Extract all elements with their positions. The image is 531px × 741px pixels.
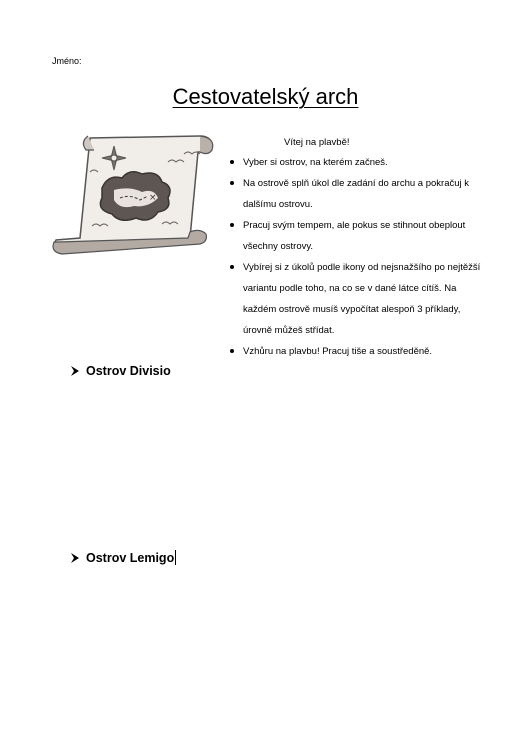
list-item: Vzhůru na plavbu! Pracuj tiše a soustředěně.: [243, 341, 483, 362]
island-label: Ostrov Lemigo: [86, 550, 175, 565]
text-cursor: [175, 550, 176, 565]
treasure-map-icon: [50, 128, 218, 258]
list-item: Vybírej si z úkolů podle ikony od nejsnažšího po nejtěžší variantu podle toho, na co se v dané látce cítíš. Na každém ostrově musíš vypočítat alespoň 3 příklady, úrovně můžeš střídat.: [243, 257, 483, 341]
list-item: Na ostrově splň úkol dle zadání do archu a pokračuj k dalšímu ostrovu.: [243, 173, 483, 215]
list-item: Vyber si ostrov, na kterém začneš.: [243, 152, 483, 173]
arrow-bullet-icon: [70, 552, 80, 564]
island-label: Ostrov Divisio: [86, 364, 171, 378]
island-divisio-heading: [70, 364, 171, 378]
island-lemigo-heading[interactable]: [70, 550, 176, 565]
arrow-bullet-icon: [70, 365, 80, 377]
list-item: Pracuj svým tempem, ale pokus se stihnout obeplout všechny ostrovy.: [243, 215, 483, 257]
welcome-text: Vítej na plavbě!: [284, 137, 350, 148]
svg-text:×: ×: [149, 193, 157, 203]
page-title: Cestovatelský arch: [172, 84, 359, 109]
name-label: Jméno:: [52, 56, 82, 66]
rules-list: [243, 152, 483, 362]
